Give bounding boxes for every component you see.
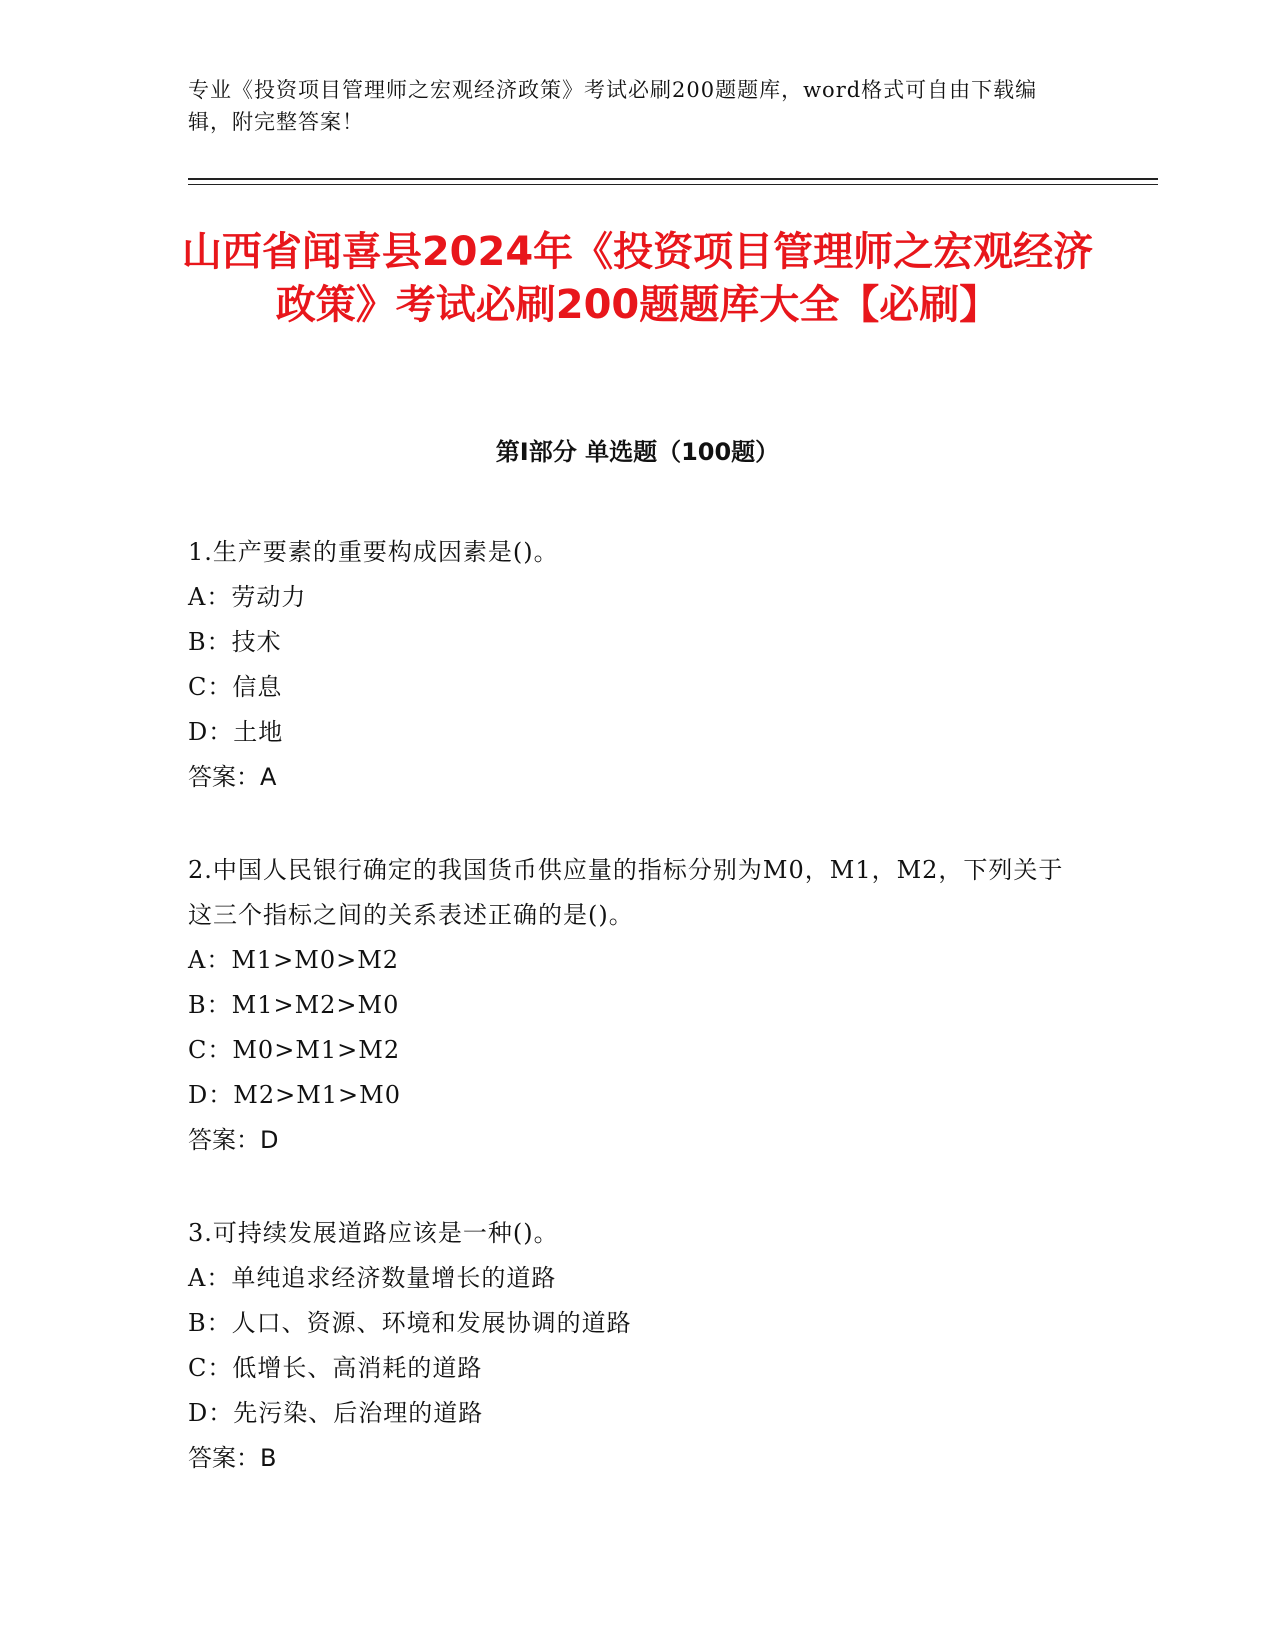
header-note: 专业《投资项目管理师之宏观经济政策》考试必刷200题题库，word格式可自由下载编辑，附完整答案！ — [188, 78, 1038, 134]
option-d: D：土地 — [188, 718, 284, 746]
question-item — [188, 1211, 1068, 1481]
question-item — [188, 530, 1068, 800]
option-c: C：低增长、高消耗的道路 — [188, 1354, 483, 1382]
option-d: D：先污染、后治理的道路 — [188, 1399, 484, 1427]
question-stem: 1.生产要素的重要构成因素是()。 — [188, 538, 559, 566]
option-d: D：M2>M1>M0 — [188, 1081, 401, 1109]
answer-line: 答案：B — [188, 1444, 277, 1472]
option-b: B：人口、资源、环境和发展协调的道路 — [188, 1309, 632, 1337]
option-a: A：M1>M0>M2 — [188, 946, 400, 974]
header-rule-thick — [188, 178, 1158, 180]
option-a: A：劳动力 — [188, 583, 307, 611]
option-b: B：M1>M2>M0 — [188, 991, 400, 1019]
answer-line: 答案：A — [188, 763, 277, 791]
document-title: 山西省闻喜县2024年《投资项目管理师之宏观经济政策》考试必刷200题题库大全【必刷】 — [181, 229, 1094, 328]
question-item — [188, 848, 1068, 1163]
header-rule-thin — [188, 184, 1158, 185]
option-a: A：单纯追求经济数量增长的道路 — [188, 1264, 557, 1292]
question-list — [188, 530, 1068, 1529]
option-c: C：M0>M1>M2 — [188, 1036, 401, 1064]
answer-line: 答案：D — [188, 1126, 279, 1154]
section-heading: 第I部分 单选题（100题） — [495, 438, 780, 466]
option-b: B：技术 — [188, 628, 282, 656]
question-stem: 2.中国人民银行确定的我国货币供应量的指标分别为M0，M1，M2，下列关于这三个指标之间的关系表述正确的是()。 — [188, 856, 1064, 929]
option-c: C：信息 — [188, 673, 283, 701]
question-stem: 3.可持续发展道路应该是一种()。 — [188, 1219, 559, 1247]
